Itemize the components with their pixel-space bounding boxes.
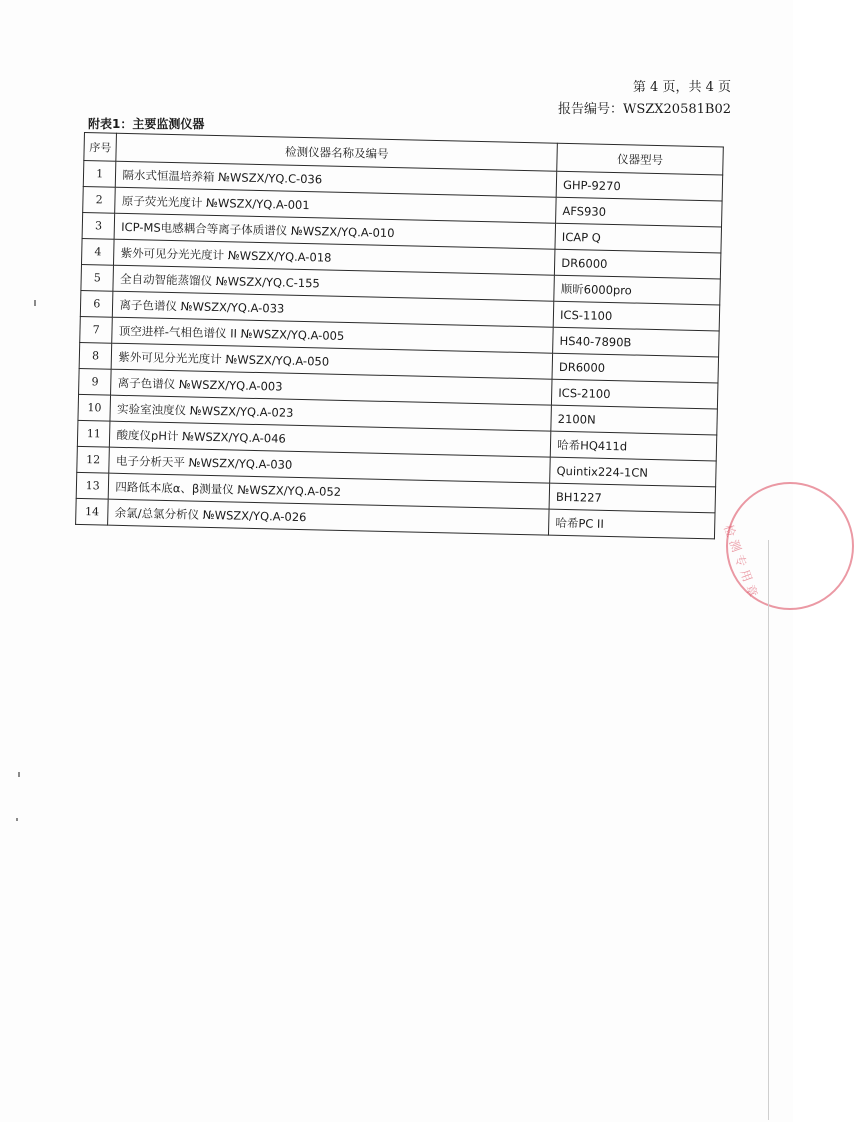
- row-serial-no: 6: [80, 290, 113, 317]
- row-instrument-model: BH1227: [549, 483, 715, 513]
- scan-edge-line: [768, 540, 769, 1120]
- instrument-table-wrapper: [75, 132, 724, 539]
- row-instrument-model: GHP-9270: [556, 171, 722, 201]
- row-instrument-name: 原子荧光光度计 №WSZX/YQ.A-001: [115, 187, 556, 223]
- scan-speck: [16, 818, 18, 821]
- row-serial-no: 13: [76, 472, 109, 499]
- row-instrument-name: 四路低本底α、β测量仪 №WSZX/YQ.A-052: [109, 473, 550, 509]
- row-instrument-model: 顺昕6000pro: [554, 275, 720, 305]
- row-serial-no: 7: [80, 316, 113, 343]
- row-instrument-name: ICP-MS电感耦合等离子体质谱仪 №WSZX/YQ.A-010: [114, 213, 555, 249]
- scan-speck: [18, 772, 20, 777]
- appendix-title: 附表1：主要监测仪器: [88, 117, 205, 131]
- row-instrument-name: 离子色谱仪 №WSZX/YQ.A-033: [113, 291, 554, 327]
- row-serial-no: 14: [76, 498, 109, 525]
- row-serial-no: 10: [78, 394, 111, 421]
- row-instrument-name: 余氯/总氯分析仪 №WSZX/YQ.A-026: [108, 499, 549, 535]
- row-instrument-name: 离子色谱仪 №WSZX/YQ.A-003: [111, 369, 552, 405]
- instrument-table: [75, 132, 724, 539]
- report-number-value: WSZX20581B02: [622, 102, 731, 117]
- row-serial-no: 5: [81, 264, 114, 291]
- row-instrument-name: 隔水式恒温培养箱 №WSZX/YQ.C-036: [116, 161, 557, 197]
- page-indicator: 第 4 页，共 4 页: [632, 80, 731, 95]
- row-instrument-model: 哈希PC II: [549, 509, 715, 539]
- header-instrument-model: 仪器型号: [557, 143, 723, 175]
- row-instrument-name: 顶空进样-气相色谱仪 II №WSZX/YQ.A-005: [112, 317, 553, 353]
- row-serial-no: 3: [82, 212, 115, 239]
- row-instrument-name: 紫外可见分光光度计 №WSZX/YQ.A-018: [114, 239, 555, 275]
- row-instrument-name: 全自动智能蒸馏仪 №WSZX/YQ.C-155: [113, 265, 554, 301]
- report-number-label: 报告编号：: [557, 102, 623, 117]
- red-seal-stamp: [720, 482, 796, 608]
- row-instrument-model: ICS-2100: [552, 379, 718, 409]
- row-instrument-name: 酸度仪pH计 №WSZX/YQ.A-046: [110, 421, 551, 457]
- header-instrument-name: 检测仪器名称及编号: [116, 133, 557, 171]
- row-instrument-model: DR6000: [552, 353, 718, 383]
- row-instrument-name: 实验室浊度仪 №WSZX/YQ.A-023: [110, 395, 551, 431]
- row-instrument-model: HS40-7890B: [553, 327, 719, 357]
- row-serial-no: 2: [83, 186, 116, 213]
- row-serial-no: 8: [79, 342, 112, 369]
- row-instrument-name: 电子分析天平 №WSZX/YQ.A-030: [109, 447, 550, 483]
- row-serial-no: 12: [77, 446, 110, 473]
- row-instrument-model: ICS-1100: [553, 301, 719, 331]
- seal-text: 检测专用章: [720, 522, 762, 603]
- row-instrument-model: 哈希HQ411d: [550, 431, 716, 461]
- row-instrument-model: AFS930: [556, 197, 722, 227]
- report-number: [558, 100, 731, 120]
- row-serial-no: 1: [83, 161, 116, 188]
- row-instrument-name: 紫外可见分光光度计 №WSZX/YQ.A-050: [112, 343, 553, 379]
- row-instrument-model: Quintix224-1CN: [550, 457, 716, 487]
- row-serial-no: 9: [79, 368, 112, 395]
- row-serial-no: 4: [81, 238, 114, 265]
- scan-speck: [34, 300, 36, 306]
- row-serial-no: 11: [77, 420, 110, 447]
- row-instrument-model: DR6000: [555, 249, 721, 279]
- row-instrument-model: 2100N: [551, 405, 717, 435]
- header-serial-no: 序号: [84, 133, 117, 162]
- row-instrument-model: ICAP Q: [555, 223, 721, 253]
